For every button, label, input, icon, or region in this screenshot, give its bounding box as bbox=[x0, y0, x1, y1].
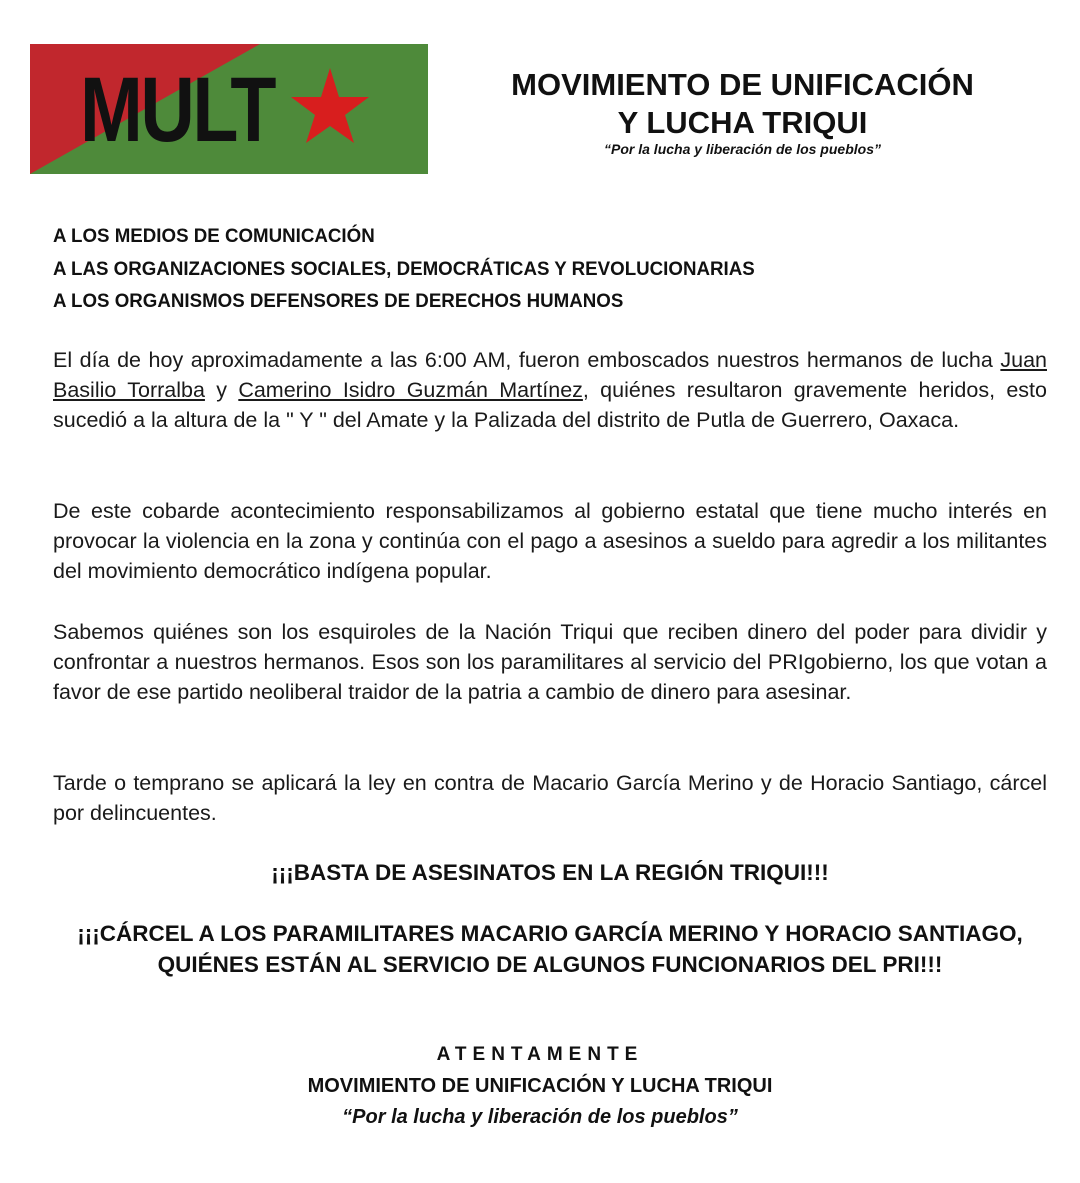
victim-name-1: Juan Basilio Torralba bbox=[53, 348, 1047, 403]
closing-regards: ATENTAMENTE bbox=[436, 1044, 644, 1065]
organization-title-line-1: MOVIMIENTO DE UNIFICACIÓN bbox=[511, 67, 974, 102]
paragraph-responsibility: De este cobarde acontecimiento responsabilizamos al gobierno estatal que tiene mucho interés en provocar la violencia en la zona y continúa con el pago a asesinos a sueldo para agredir a los militantes del movimiento democrático indígena popular. bbox=[53, 499, 1047, 584]
addressees bbox=[53, 220, 1033, 318]
paragraph-ambush bbox=[53, 345, 1047, 436]
paragraph-ambush-conjunction: y bbox=[204, 378, 239, 403]
paragraph-ambush-intro: El día de hoy aproximadamente a las 6:00 AM, fueron emboscados nuestros hermanos de lucha bbox=[53, 348, 1001, 372]
slogan-jail-paramilitaries: ¡¡¡CÁRCEL A LOS PARAMILITARES MACARIO GARCÍA MERINO Y HORACIO SANTIAGO, QUIÉNES ESTÁN AL SERVICIO DE ALGUNOS FUNCIONARIOS DEL PRI!!! bbox=[77, 921, 1023, 977]
addressee-organizations: A LAS ORGANIZACIONES SOCIALES, DEMOCRÁTICAS Y REVOLUCIONARIAS bbox=[53, 257, 755, 280]
paragraph-paramilitaries: Sabemos quiénes son los esquiroles de la Nación Triqui que reciben dinero del poder para dividir y confrontar a nuestros hermanos. Esos son los paramilitares al servicio del PRIgobierno, los que votan a favor de ese partido neoliberal traidor de la patria a cambio de dinero para asesinar. bbox=[53, 620, 1047, 705]
closing-organization: MOVIMIENTO DE UNIFICACIÓN Y LUCHA TRIQUI bbox=[307, 1075, 773, 1097]
mult-logo bbox=[30, 44, 428, 174]
paragraph-justice: Tarde o temprano se aplicará la ley en contra de Macario García Merino y de Horacio Santiago, cárcel por delincuentes. bbox=[53, 771, 1047, 826]
closing-motto: “Por la lucha y liberación de los pueblos” bbox=[342, 1106, 738, 1128]
paragraph-ambush-rest: , quiénes resultaron gravemente heridos, esto sucedió a la altura de la " Y " del Amate y la Palizada del distrito de Putla de Guerrero, Oaxaca. bbox=[53, 378, 1047, 433]
victim-name-2: Camerino Isidro Guzmán Martínez bbox=[238, 378, 583, 403]
logo-text: MULT bbox=[80, 59, 275, 161]
addressee-human-rights: A LOS ORGANISMOS DEFENSORES DE DERECHOS HUMANOS bbox=[53, 290, 624, 312]
addressee-media: A LOS MEDIOS DE COMUNICACIÓN bbox=[53, 225, 375, 247]
organization-motto: “Por la lucha y liberación de los pueblos” bbox=[604, 141, 881, 157]
organization-title-line-2: Y LUCHA TRIQUI bbox=[617, 105, 868, 140]
organization-title bbox=[470, 66, 1015, 142]
slogan-stop-killings: ¡¡¡BASTA DE ASESINATOS EN LA REGIÓN TRIQUI!!! bbox=[271, 860, 829, 885]
